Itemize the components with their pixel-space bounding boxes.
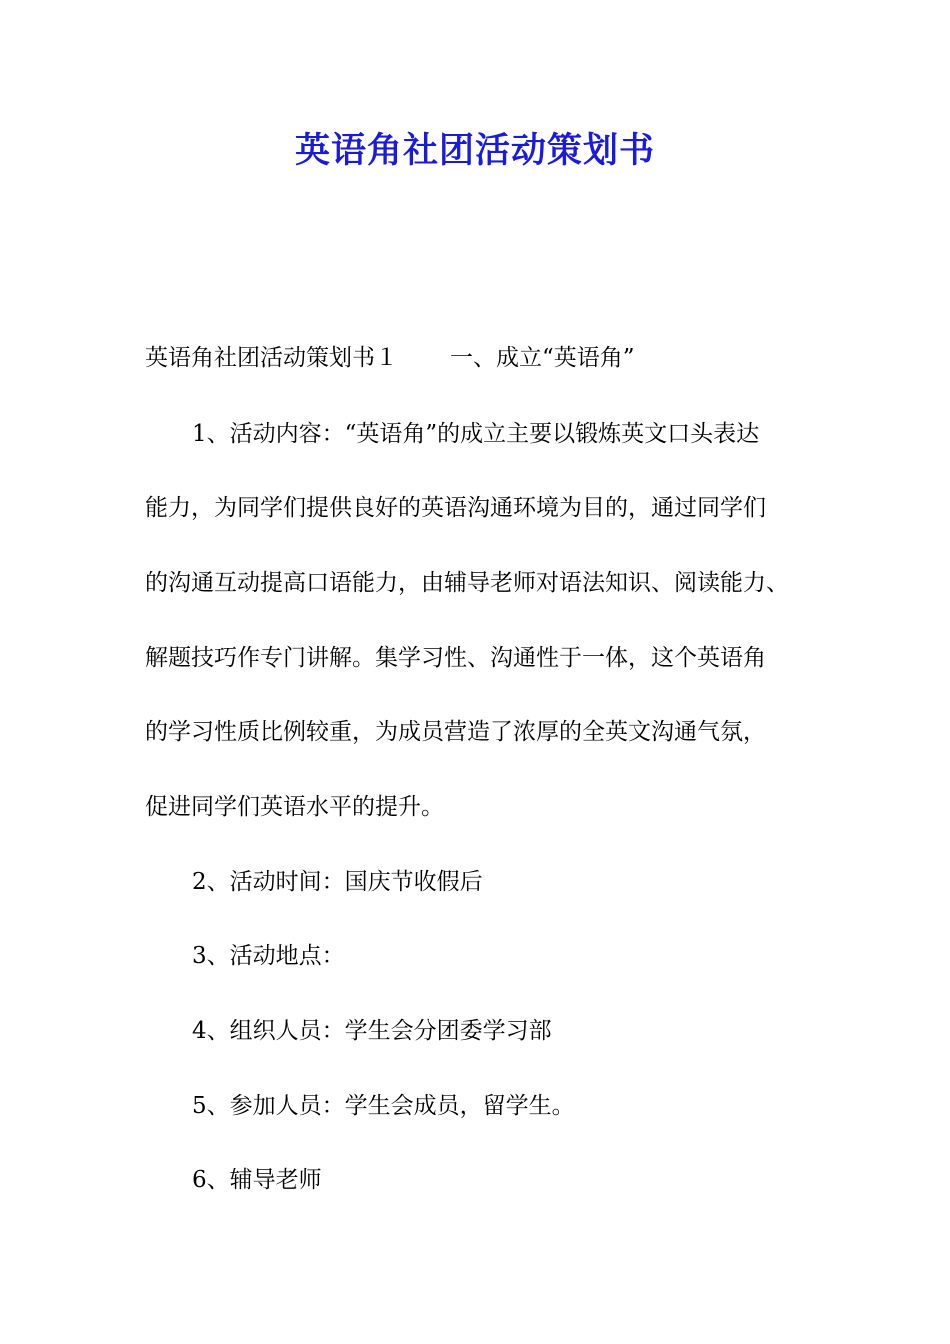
heading-line	[145, 342, 635, 374]
paragraph-line: 促进同学们英语水平的提升。	[145, 794, 444, 820]
paragraph-line: 解题技巧作专门讲解。集学习性、沟通性于一体，这个英语角	[145, 645, 766, 671]
paragraph-line: 的学习性质比例较重，为成员营造了浓厚的全英文沟通气氛，	[145, 719, 766, 745]
heading-label: 英语角社团活动策划书１	[145, 345, 398, 371]
activity-location-item: 3、活动地点：	[192, 943, 345, 969]
activity-time-item: 2、活动时间：国庆节收假后	[192, 869, 483, 895]
document-title: 英语角社团活动策划书	[294, 131, 655, 171]
paragraph-line: 的沟通互动提高口语能力，由辅导老师对语法知识、阅读能力、	[145, 570, 789, 596]
paragraph-line: 1、活动内容：“英语角”的成立主要以锻炼英文口头表达	[192, 421, 760, 447]
section-heading: 一、成立“英语角”	[450, 345, 635, 371]
advisor-item: 6、辅导老师	[192, 1167, 322, 1193]
organizer-item: 4、组织人员：学生会分团委学习部	[192, 1018, 552, 1044]
paragraph-line: 能力，为同学们提供良好的英语沟通环境为目的，通过同学们	[145, 495, 766, 521]
participants-item: 5、参加人员：学生会成员，留学生。	[192, 1093, 575, 1119]
